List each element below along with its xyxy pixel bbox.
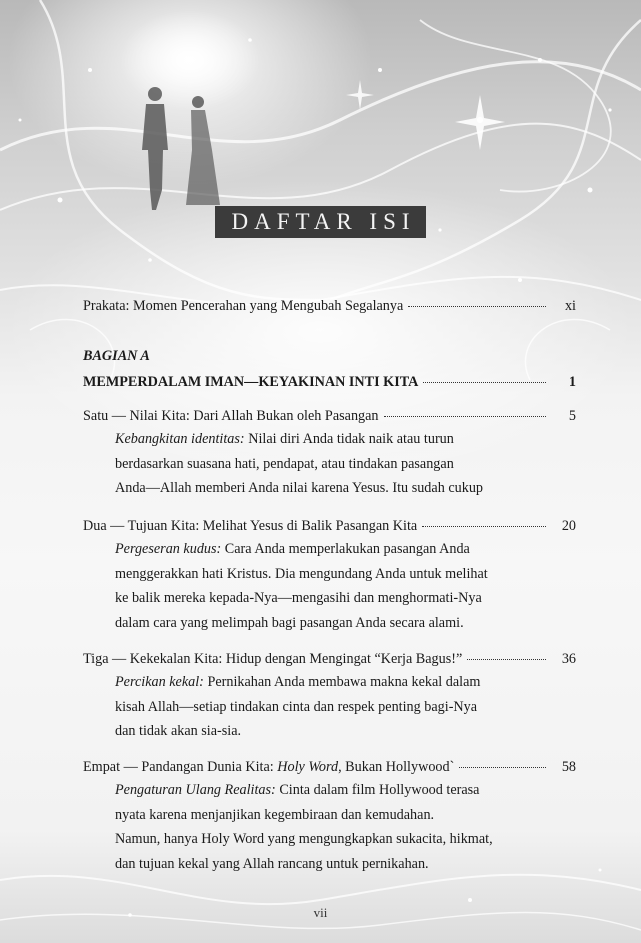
chapter-summary: Pergeseran kudus: Cara Anda memperlakukan pasangan Anda menggerakkan hati Kristus. Dia mengundang Anda untuk melihat ke balik mereka kepada-Nya—mengasihi dan menghormati-Nya dalam cara yang melimpah bagi pasangan Anda secara alami. — [115, 541, 488, 631]
toc-entry-part-a[interactable] — [83, 374, 576, 391]
toc-page-number: xi — [564, 298, 576, 314]
toc-entry-label: Tiga — Kekekalan Kita: Hidup dengan Mengingat “Kerja Bagus!” — [83, 651, 463, 667]
chapter-summary: Pengaturan Ulang Realitas: Cinta dalam film Hollywood terasa nyata karena menjanjikan kegembiraan dan kemudahan. Namun, hanya Holy Word yang mengungkapkan sukacita, hikmat, dan tujuan kekal yang Allah rancang untuk pernikahan. — [115, 782, 493, 872]
summary-lead: Percikan kekal: — [115, 674, 204, 690]
dot-leader — [384, 416, 546, 417]
toc-entry-label: Empat — Pandangan Dunia Kita: Holy Word, Bukan Hollywood` — [83, 759, 455, 775]
part-heading — [83, 348, 576, 365]
toc-entry-chapter-4[interactable] — [83, 759, 576, 876]
page-number: vii — [313, 905, 328, 920]
page-title: DAFTAR ISI — [215, 206, 425, 238]
summary-lead: Pengaturan Ulang Realitas: — [115, 782, 276, 798]
toc-entry-label: Satu — Nilai Kita: Dari Allah Bukan oleh Pasangan — [83, 408, 379, 424]
toc-entry-label: Prakata: Momen Pencerahan yang Mengubah Segalanya — [83, 298, 404, 314]
toc-page-number: 36 — [561, 651, 576, 667]
chapter-summary: Kebangkitan identitas: Nilai diri Anda tidak naik atau turun berdasarkan suasana hati, pendapat, atau tindakan pasangan Anda—Allah memberi Anda nilai karena Yesus. Itu sudah cukup — [115, 431, 484, 496]
toc-entry-chapter-1[interactable] — [83, 408, 576, 501]
toc-page-number: 58 — [561, 759, 576, 775]
toc-page-number: 5 — [568, 408, 576, 424]
dot-leader — [422, 526, 546, 527]
dot-leader — [467, 659, 546, 660]
summary-lead: Pergeseran kudus: — [115, 541, 222, 557]
chapter-summary: Percikan kekal: Pernikahan Anda membawa makna kekal dalam kisah Allah—setiap tindakan cinta dan respek penting bagi-Nya dan tidak akan sia-sia. — [115, 674, 481, 739]
toc-page-number: 20 — [561, 518, 576, 534]
part-label: BAGIAN A — [83, 348, 150, 364]
dot-leader — [408, 306, 546, 307]
toc-entry-chapter-2[interactable] — [83, 518, 576, 635]
toc-entry-label: Dua — Tujuan Kita: Melihat Yesus di Balik Pasangan Kita — [83, 518, 418, 534]
toc-entry-chapter-3[interactable] — [83, 651, 576, 744]
toc-entry-prakata[interactable] — [83, 298, 576, 315]
dot-leader — [423, 382, 546, 383]
dot-leader — [459, 767, 546, 768]
summary-lead: Kebangkitan identitas: — [115, 431, 245, 447]
toc-entry-label: MEMPERDALAM IMAN—KEYAKINAN INTI KITA — [83, 374, 419, 390]
toc-page-number: 1 — [568, 374, 576, 390]
